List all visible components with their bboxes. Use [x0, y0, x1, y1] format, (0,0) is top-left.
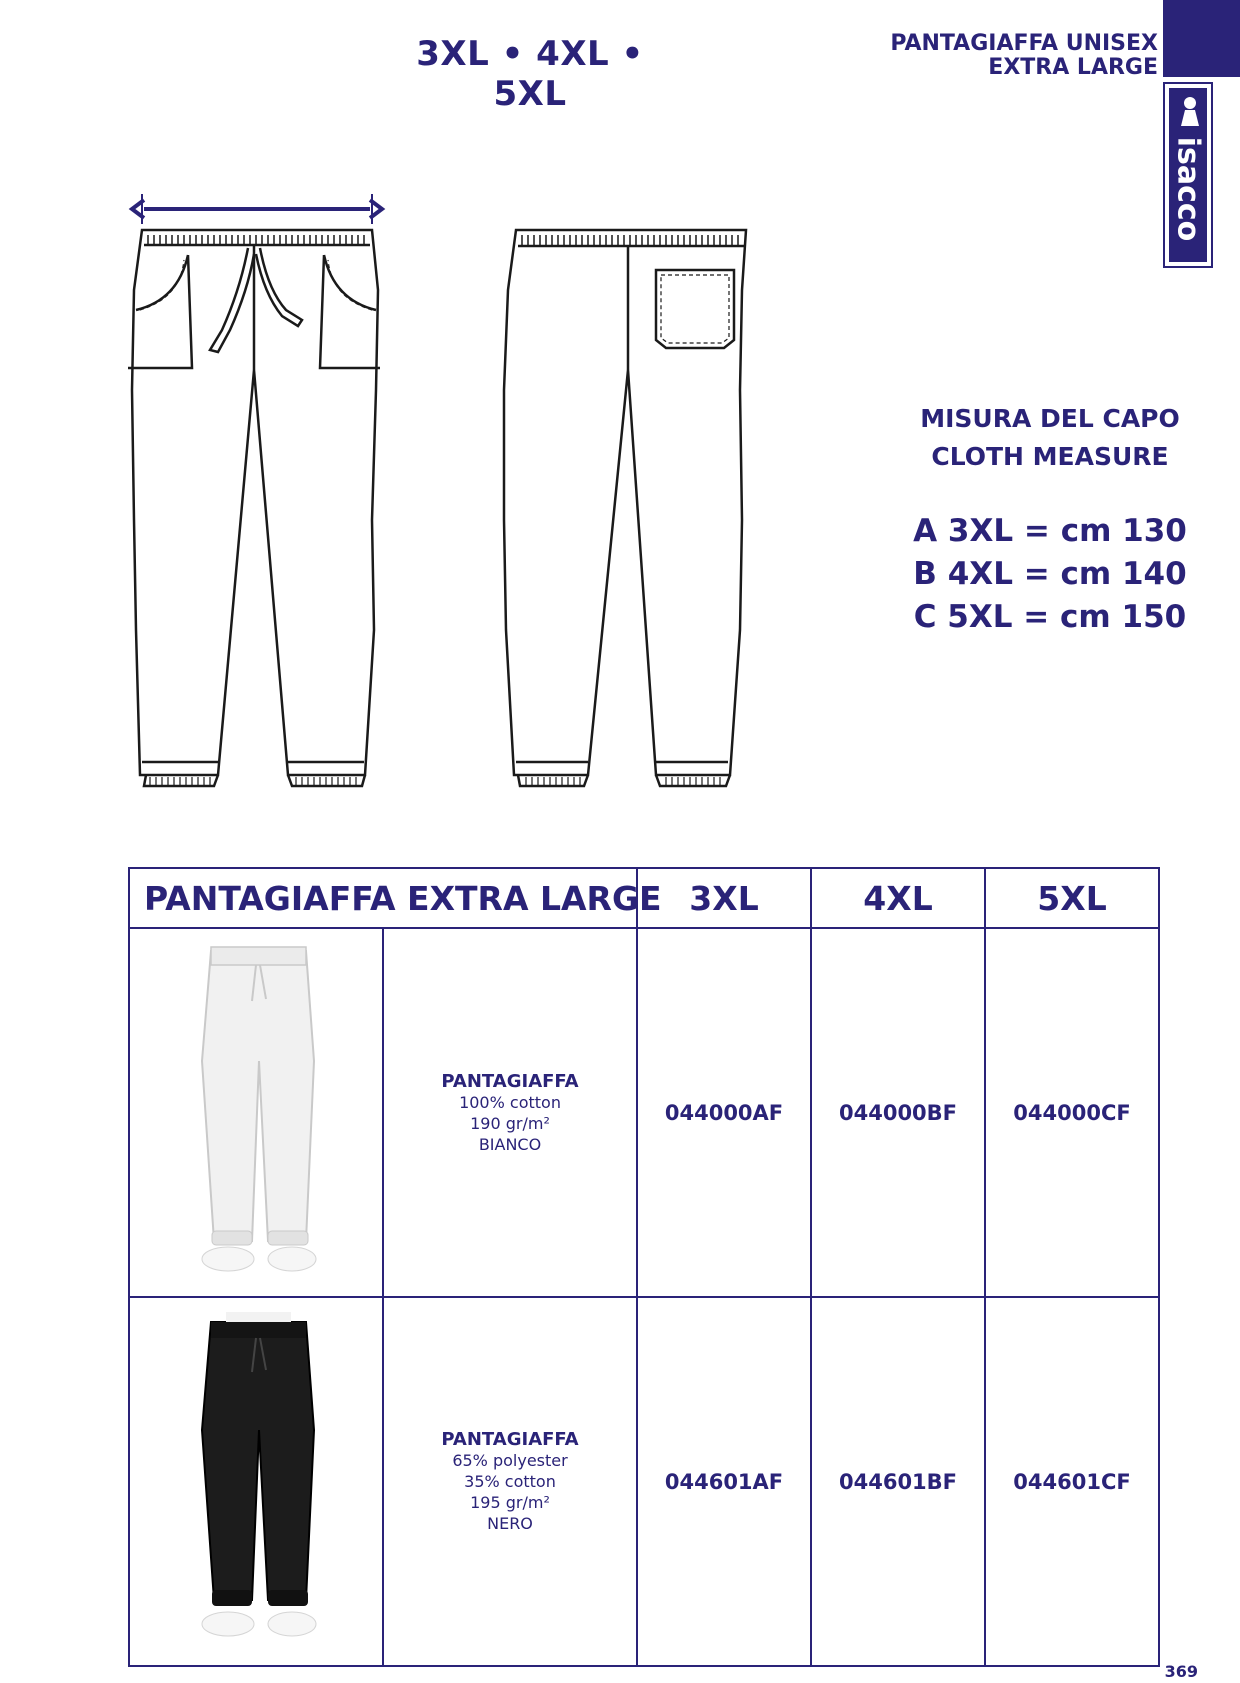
column-header: 3XL — [637, 868, 811, 928]
table-row — [129, 1297, 1159, 1666]
product-name: PANTAGIAFFA — [441, 1070, 579, 1092]
sizes-title: 3XL • 4XL • 5XL — [416, 34, 644, 114]
product-title-line2: EXTRA LARGE — [988, 55, 1158, 80]
product-detail: 35% cotton — [464, 1472, 556, 1491]
brand-bar — [1163, 0, 1240, 77]
product-description — [383, 928, 637, 1297]
product-code: 044000AF — [637, 928, 811, 1297]
product-code: 044601CF — [985, 1297, 1159, 1666]
table-row — [129, 928, 1159, 1297]
column-header: 5XL — [985, 868, 1159, 928]
cloth-measure-block — [890, 400, 1210, 639]
measure-label-it: MISURA DEL CAPO — [920, 404, 1180, 433]
measure-label-en: CLOTH MEASURE — [931, 442, 1169, 471]
product-detail: 100% cotton — [459, 1092, 561, 1112]
measure-value-b: B 4XL = cm 140 — [913, 556, 1187, 592]
product-code: 044601BF — [811, 1297, 985, 1666]
black-pants-image — [156, 1310, 356, 1650]
product-title-line1: PANTAGIAFFA UNISEX — [890, 31, 1158, 56]
brand-name: isacco — [1170, 136, 1206, 242]
product-photo-black — [129, 1297, 383, 1666]
white-pants-image — [156, 941, 356, 1281]
product-code: 044000BF — [811, 928, 985, 1297]
product-description — [383, 1297, 637, 1666]
product-photo-white — [129, 928, 383, 1297]
product-code: 044601AF — [637, 1297, 811, 1666]
product-detail: 195 gr/m² — [470, 1493, 550, 1512]
table-header-row — [129, 868, 1159, 928]
product-code-table — [128, 867, 1160, 1667]
product-detail: NERO — [487, 1514, 533, 1533]
product-detail: BIANCO — [478, 1134, 542, 1154]
page-number: 369 — [1164, 1662, 1198, 1681]
product-detail: 65% polyester — [452, 1451, 568, 1470]
pants-technical-drawing — [128, 190, 768, 800]
table-title: PANTAGIAFFA EXTRA LARGE — [129, 868, 637, 928]
product-title — [890, 32, 1158, 80]
product-code: 044000CF — [985, 928, 1159, 1297]
measure-value-a: A 3XL = cm 130 — [913, 513, 1187, 549]
product-detail: 190 gr/m² — [470, 1113, 550, 1133]
product-name: PANTAGIAFFA — [441, 1429, 579, 1450]
brand-logo — [1163, 82, 1213, 268]
measure-value-c: C 5XL = cm 150 — [913, 599, 1187, 635]
column-header: 4XL — [811, 868, 985, 928]
chef-logo-icon — [1175, 94, 1205, 128]
